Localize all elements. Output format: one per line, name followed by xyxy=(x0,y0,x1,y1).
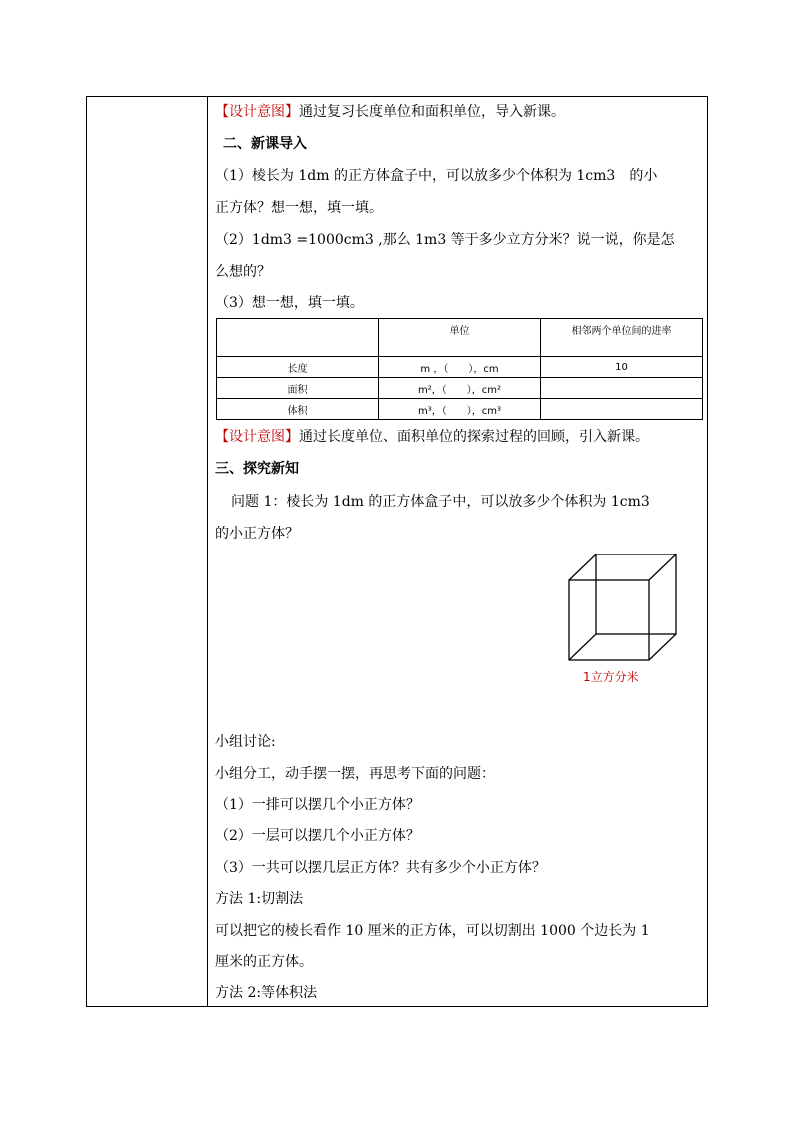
design-intent-1 xyxy=(215,102,703,122)
table-cell: 体积 xyxy=(217,399,379,420)
cube-diagram xyxy=(480,554,690,664)
table-header-row xyxy=(217,319,703,357)
question-1-line-2: 正方体？想一想，填一填。 xyxy=(215,200,383,216)
table-header-cell: 相邻两个单位间的进率 xyxy=(541,319,703,357)
method-1-title: 方法 1:切割法 xyxy=(215,891,304,907)
content-column xyxy=(209,97,707,1006)
design-intent-text: 通过复习长度单位和面积单位，导入新课。 xyxy=(299,104,565,120)
design-intent-bracket: 【设计意图】 xyxy=(215,104,299,120)
cube-edge xyxy=(649,634,676,660)
units-table xyxy=(216,318,703,420)
cube-edge xyxy=(569,554,596,580)
method-1-line-1: 可以把它的棱长看作 10 厘米的正方体，可以切割出 1000 个边长为 1 xyxy=(215,923,650,939)
cube-label: 1立方分米 xyxy=(583,670,639,684)
problem-1-line-1: 问题 1：棱长为 1dm 的正方体盒子中，可以放多少个体积为 1cm3 xyxy=(231,494,650,510)
table-row xyxy=(217,378,703,399)
design-intent-bracket: 【设计意图】 xyxy=(215,429,299,445)
method-1-line-2: 厘米的正方体。 xyxy=(215,954,313,970)
cube-edge xyxy=(649,554,676,580)
cube-edge xyxy=(569,634,596,660)
question-2-line-1: （2）1dm3 =1000cm3 ,那么 1m3 等于多少立方分米？说一说，你是怎 xyxy=(215,232,675,248)
discussion-intro: 小组分工，动手摆一摆，再思考下面的问题： xyxy=(215,766,495,782)
discussion-item-3: （3）一共可以摆几层正方体？共有多少个小正方体？ xyxy=(215,860,546,876)
table-cell xyxy=(541,378,703,399)
question-3: （3）想一想，填一填。 xyxy=(215,295,364,311)
left-column xyxy=(87,97,208,1006)
table-cell: m²，（ ），cm² xyxy=(379,378,541,399)
table-cell xyxy=(541,399,703,420)
section-3-title: 三、探究新知 xyxy=(215,461,299,477)
table-row xyxy=(217,357,703,378)
design-intent-text: 通过长度单位、面积单位的探索过程的回顾，引入新课。 xyxy=(299,429,649,445)
method-2-title: 方法 2:等体积法 xyxy=(215,985,318,1001)
discussion-title: 小组讨论: xyxy=(215,734,276,750)
table-cell: m³，（ ），cm³ xyxy=(379,399,541,420)
question-1-line-1: （1）棱长为 1dm 的正方体盒子中，可以放多少个体积为 1cm3 的小 xyxy=(215,168,658,184)
question-2-line-2: 么想的？ xyxy=(215,264,271,280)
table-cell: 长度 xyxy=(217,357,379,378)
design-intent-2 xyxy=(215,427,703,447)
problem-1-line-2: 的小正方体？ xyxy=(215,526,299,542)
table-header-cell xyxy=(217,319,379,357)
discussion-item-1: （1）一排可以摆几个小正方体？ xyxy=(215,797,420,813)
section-2-title: 二、新课导入 xyxy=(223,136,307,152)
discussion-item-2: （2）一层可以摆几个小正方体？ xyxy=(215,828,420,844)
table-cell: 面积 xyxy=(217,378,379,399)
table-header-cell: 单位 xyxy=(379,319,541,357)
table-row xyxy=(217,399,703,420)
lesson-table xyxy=(86,96,708,1007)
table-cell: 10 xyxy=(541,357,703,378)
table-cell: m ，（ ），cm xyxy=(379,357,541,378)
